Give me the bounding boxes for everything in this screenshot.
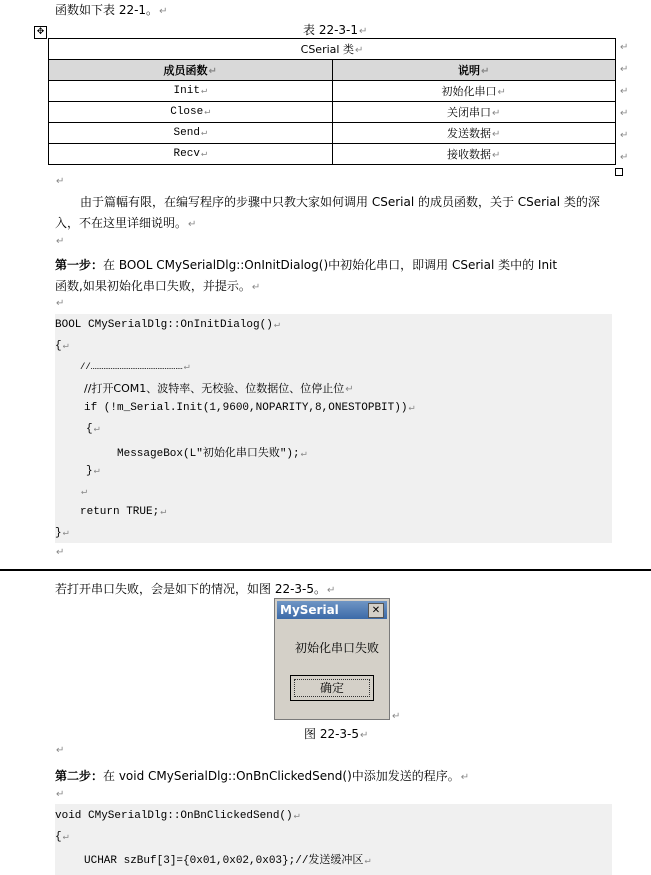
dialog-title: MySerial	[280, 603, 339, 617]
table-resize-handle[interactable]	[615, 168, 623, 176]
code-line: BOOL CMySerialDlg::OnInitDialog()↵	[55, 319, 280, 331]
table-header-member: 成员函数↵	[49, 60, 333, 81]
code-line: void CMySerialDlg::OnBnClickedSend()↵	[55, 810, 300, 822]
dialog-message: 初始化串口失败	[295, 641, 380, 655]
row-mark: ↵	[620, 64, 629, 75]
page-break	[0, 569, 651, 571]
table-cell: Send↵	[49, 123, 333, 144]
table-cell: 关闭串口↵	[332, 102, 616, 123]
empty-paragraph: ↵	[56, 176, 65, 187]
ok-button[interactable]: 确定	[290, 675, 374, 701]
table-cell: 接收数据↵	[332, 144, 616, 165]
code-line: //……………………………………………↵	[80, 362, 190, 373]
row-mark: ↵	[620, 86, 629, 97]
code-block-oninitdialog	[55, 314, 612, 543]
table-row	[49, 102, 616, 123]
figure-mark: ↵	[392, 711, 401, 722]
code-line: return TRUE;↵	[80, 506, 167, 518]
table-header-desc: 说明↵	[332, 60, 616, 81]
code-line: }↵	[55, 527, 69, 539]
table-caption: 表 22-3-1↵	[303, 23, 368, 37]
step1-line1: 第一步：在 BOOL CMySerialDlg::OnInitDialog()中初始化串口，即调用 CSerial 类中的 Init	[55, 258, 558, 272]
code-line: {↵	[55, 340, 69, 352]
intro-text: 函数如下表 22-1。↵	[55, 3, 168, 17]
empty-paragraph: ↵	[56, 789, 65, 800]
para1-line1: 由于篇幅有限，在编写程序的步骤中只教大家如何调用 CSerial 的成员函数，关于 CSerial 类的深	[80, 195, 600, 209]
cserial-table	[48, 38, 616, 165]
close-icon[interactable]: ✕	[368, 603, 384, 618]
code-line: {↵	[55, 831, 69, 843]
row-mark: ↵	[620, 152, 629, 163]
code-line: ↵	[81, 487, 88, 498]
table-cell: Close↵	[49, 102, 333, 123]
table-cell: 初始化串口↵	[332, 81, 616, 102]
row-mark: ↵	[620, 130, 629, 141]
table-cell: Init↵	[49, 81, 333, 102]
empty-paragraph: ↵	[56, 236, 65, 247]
code-line: //打开COM1、波特率、无校验、位数据位、位停止位↵	[84, 382, 354, 395]
table-move-handle[interactable]: ✥	[34, 26, 47, 39]
code-line: if (!m_Serial.Init(1,9600,NOPARITY,8,ONESTOPBIT))↵	[84, 402, 415, 414]
step2-line: 第二步：在 void CMySerialDlg::OnBnClickedSend()中添加发送的程序。↵	[55, 769, 470, 783]
code-line: UCHAR szBuf[3]={0x01,0x02,0x03};//发送缓冲区↵	[84, 855, 371, 867]
row-mark: ↵	[620, 42, 629, 53]
code-block-onbnclickedsend	[55, 804, 612, 875]
dialog-titlebar	[277, 601, 387, 619]
para2: 若打开串口失败，会是如下的情况，如图 22-3-5。↵	[55, 582, 336, 596]
code-line: {↵	[86, 423, 100, 435]
table-row	[49, 123, 616, 144]
step1-line2: 函数,如果初始化串口失败，并提示。↵	[55, 279, 261, 293]
figure-caption: 图 22-3-5↵	[304, 727, 369, 741]
empty-paragraph: ↵	[56, 745, 65, 756]
table-cell: 发送数据↵	[332, 123, 616, 144]
table-cell: Recv↵	[49, 144, 333, 165]
myserial-dialog-figure	[274, 598, 390, 720]
table-row	[49, 81, 616, 102]
para1-line2: 入，不在这里详细说明。↵	[55, 216, 197, 230]
row-mark: ↵	[620, 108, 629, 119]
table-title: CSerial 类↵	[49, 39, 616, 60]
table-row	[49, 144, 616, 165]
code-line: MessageBox(L"初始化串口失败");↵	[117, 448, 307, 460]
code-line: }↵	[86, 465, 100, 477]
empty-paragraph: ↵	[56, 547, 65, 558]
empty-paragraph: ↵	[56, 298, 65, 309]
